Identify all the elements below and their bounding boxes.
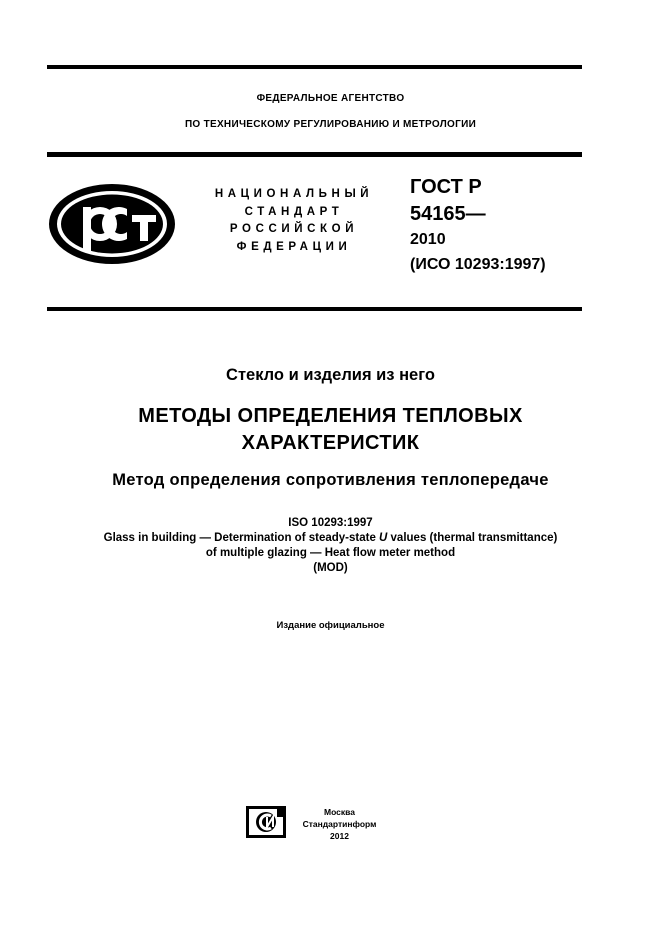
national-line-2: СТАНДАРТ [244,205,344,218]
header-rule [47,152,582,157]
standartinform-logo-icon [246,806,286,838]
top-rule [47,65,582,69]
publisher-block [292,806,387,842]
national-line-4: ФЕДЕРАЦИИ [236,240,352,253]
national-standard-label [205,186,383,256]
method-title: Метод определения сопротивления теплопередаче [112,471,549,489]
national-line-1: НАЦИОНАЛЬНЫЙ [214,188,374,200]
gost-number: 54165— [410,203,486,225]
edition-label: Издание официальное [276,620,385,631]
publisher-name: Стандартинформ [302,819,377,829]
iso-title-line-2: of multiple glazing — Heat flow meter method [205,547,456,559]
gost-iso-ref: (ИСО 10293:1997) [410,256,546,273]
iso-title-line-3: (MOD) [313,562,348,574]
subject-title: Стекло и изделия из него [226,366,435,384]
agency-line-2: ПО ТЕХНИЧЕСКОМУ РЕГУЛИРОВАНИЮ И МЕТРОЛОГИИ [184,119,477,130]
block-rule [47,307,582,311]
gost-label: ГОСТ Р [410,176,482,198]
publisher-year: 2012 [330,831,349,841]
main-title-line-2: ХАРАКТЕРИСТИК [241,432,420,454]
iso-block [0,516,661,576]
main-title-line-1: МЕТОДЫ ОПРЕДЕЛЕНИЯ ТЕПЛОВЫХ [138,405,523,427]
rst-seal-icon [48,183,176,265]
agency-line-1: ФЕДЕРАЛЬНОЕ АГЕНТСТВО [256,93,405,104]
iso-title-line-1: Glass in building — Determination of steady-state U values (thermal transmittance) [103,532,558,544]
publisher-city: Москва [324,807,355,817]
national-line-3: РОССИЙСКОЙ [229,223,359,235]
iso-code: ISO 10293:1997 [288,517,373,529]
gost-year: 2010 [410,231,446,248]
